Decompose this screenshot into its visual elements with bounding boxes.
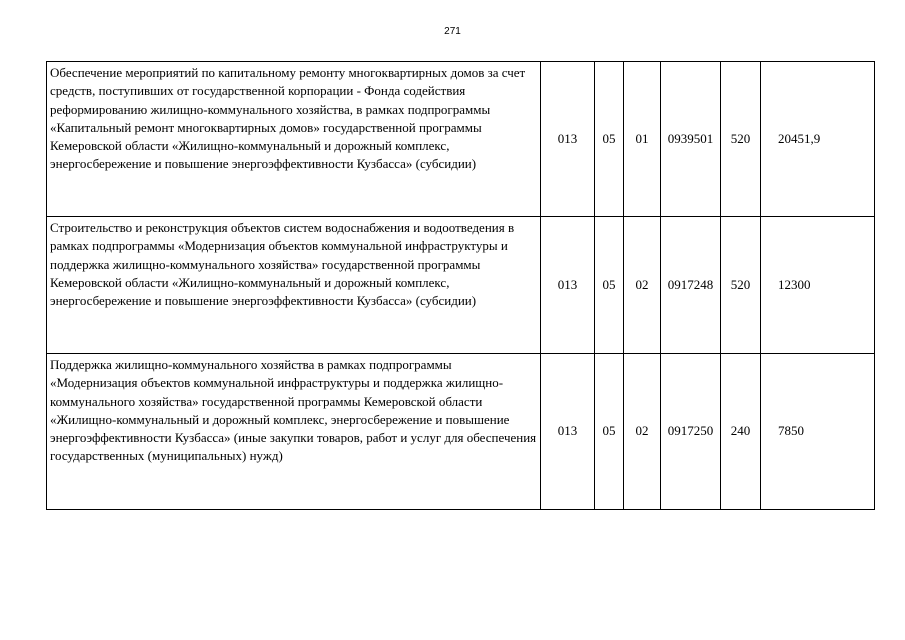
expense-type-code: 240 <box>721 354 761 510</box>
subsection-code: 02 <box>624 354 661 510</box>
section-code: 05 <box>595 354 624 510</box>
page-number: 271 <box>444 26 461 37</box>
row-description: Обеспечение мероприятий по капитальному ремонту многоквартирных домов за счет средств, поступивших от государственной корпорации - Фонда содействия реформированию жилищно-коммунального хозяйства, в рамках подпрограммы «Капитальный ремонт многоквартирных домов» государственной программы Кемеровской области «Жилищно-коммунальный и дорожный комплекс, энергосбережение и повышение энергоэффективности Кузбасса» (субсидии) <box>47 62 541 217</box>
table-row <box>47 354 875 510</box>
amount: 12300 <box>761 217 875 354</box>
amount: 20451,9 <box>761 62 875 217</box>
amount: 7850 <box>761 354 875 510</box>
ministry-code: 013 <box>541 354 595 510</box>
expense-type-code: 520 <box>721 62 761 217</box>
subsection-code: 02 <box>624 217 661 354</box>
target-article-code: 0917248 <box>661 217 721 354</box>
section-code: 05 <box>595 62 624 217</box>
row-description: Поддержка жилищно-коммунального хозяйства в рамках подпрограммы «Модернизация объектов коммунальной инфраструктуры и поддержка жилищно-коммунального хозяйства» государственной программы Кемеровской области «Жилищно-коммунальный и дорожный комплекс, энергосбережение и повышение энергоэффективности Кузбасса» (иные закупки товаров, работ и услуг для обеспечения государственных (муниципальных) нужд) <box>47 354 541 510</box>
budget-table <box>46 61 875 510</box>
table-row <box>47 217 875 354</box>
table-row <box>47 62 875 217</box>
expense-type-code: 520 <box>721 217 761 354</box>
target-article-code: 0939501 <box>661 62 721 217</box>
subsection-code: 01 <box>624 62 661 217</box>
target-article-code: 0917250 <box>661 354 721 510</box>
ministry-code: 013 <box>541 217 595 354</box>
ministry-code: 013 <box>541 62 595 217</box>
row-description: Строительство и реконструкция объектов систем водоснабжения и водоотведения в рамках подпрограммы «Модернизация объектов коммунальной инфраструктуры и поддержка жилищно-коммунального хозяйства» государственной программы Кемеровской области «Жилищно-коммунальный и дорожный комплекс, энергосбережение и повышение энергоэффективности Кузбасса» (субсидии) <box>47 217 541 354</box>
section-code: 05 <box>595 217 624 354</box>
